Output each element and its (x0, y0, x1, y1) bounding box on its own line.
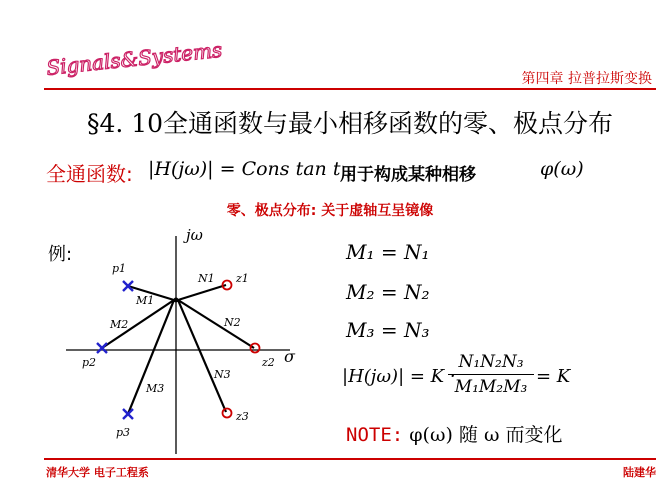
equation-m2-n2: M₂ = N₂ (346, 280, 430, 304)
allpass-purpose: 用于构成某种相移 (340, 165, 476, 185)
page-title: §4. 10全通函数与最小相移函数的零、极点分布 (86, 109, 614, 138)
pole-p2-label: p2 (82, 356, 97, 369)
allpass-label: 全通函数: (46, 162, 133, 186)
svg-text:Signals&Systems: Signals&Systems (45, 37, 224, 80)
pole-p1-label: p1 (112, 262, 127, 275)
equation-m3-n3: M₃ = N₃ (346, 318, 430, 342)
vector-N1-label: N1 (198, 272, 215, 285)
sigma-axis-label: σ (284, 347, 295, 366)
magnitude-result: = K (536, 366, 571, 387)
zero-z2-label: z2 (262, 356, 275, 369)
allpass-formula: |H(jω)| = Cons tan t , (148, 158, 353, 180)
fraction-numerator: N₁N₂N₃ (448, 352, 534, 375)
zero-z3-label: z3 (236, 410, 249, 423)
allpass-phase: φ(ω) (540, 158, 584, 180)
magnitude-expression: |H(jω)| = K · (342, 366, 456, 387)
vector-M1-label: M1 (136, 294, 155, 307)
note-keyword: NOTE: (346, 424, 404, 446)
vector-N3-label: N3 (214, 368, 231, 381)
vector-M3 (128, 300, 174, 414)
footer-institution: 清华大学 电子工程系 (46, 466, 149, 479)
magnitude-fraction (448, 352, 534, 397)
vector-N2-label: N2 (224, 316, 241, 329)
zero-z3-marker (223, 409, 232, 418)
mirror-note: 零、极点分布: 关于虚轴互呈镜像 (226, 203, 434, 219)
equation-m1-n1: M₁ = N₁ (346, 240, 430, 264)
pole-p3-marker (123, 409, 133, 419)
test-point (174, 298, 179, 303)
vector-M2-label: M2 (110, 318, 129, 331)
footer-author: 陆建华 (623, 466, 656, 479)
pole-p3-label: p3 (116, 426, 131, 439)
fraction-denominator: M₁M₂M₃ (454, 377, 528, 397)
example-label: 例: (48, 244, 73, 265)
jw-axis-label: jω (186, 226, 203, 244)
pole-p2-marker (97, 343, 107, 353)
note-line (346, 420, 562, 447)
vector-N1 (178, 285, 226, 300)
zero-z1-label: z1 (236, 272, 249, 285)
note-text: φ(ω) 随 ω 而变化 (403, 424, 563, 446)
footer-divider (44, 458, 656, 460)
zero-z2-marker (251, 344, 260, 353)
vector-M3-label: M3 (146, 382, 165, 395)
vector-N3 (178, 300, 226, 412)
chapter-label: 第四章 拉普拉斯变换 (521, 71, 652, 87)
